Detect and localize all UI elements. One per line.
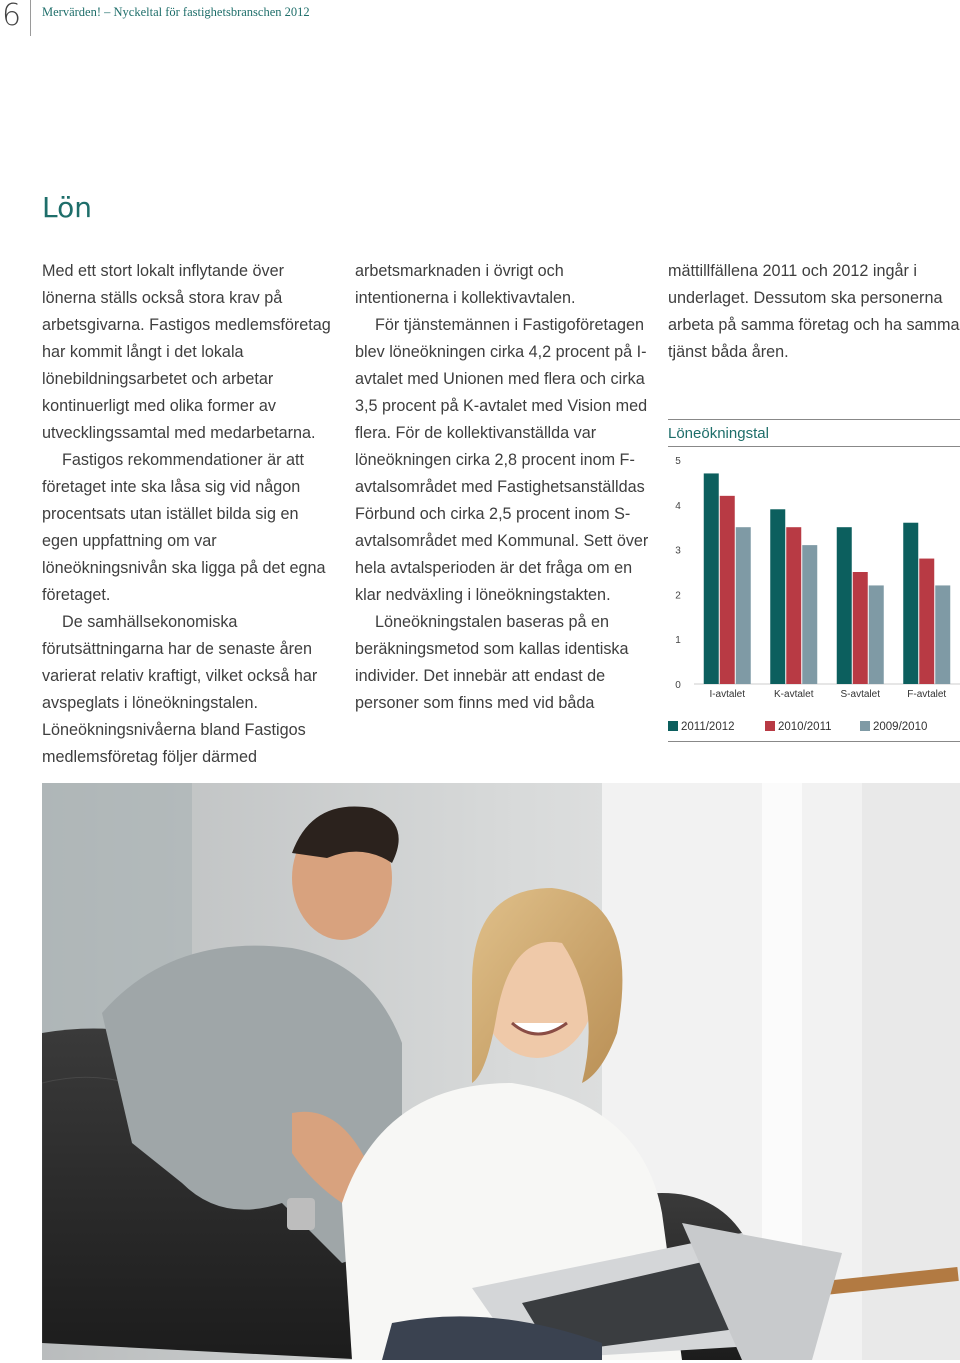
section-title: Lön: [42, 191, 92, 224]
paragraph: Löneökningstalen baseras på en beräkningsmetod som kallas identiska individer. Det innebär att endast de personer som finns med vid båda: [355, 613, 629, 712]
chart-top-rule: [668, 419, 960, 420]
x-tick-label: K-avtalet: [774, 689, 814, 700]
legend-item: [860, 721, 927, 733]
legend-swatch: [765, 721, 775, 731]
office-photo: [42, 783, 960, 1360]
bar-S-avtalet-2010/2011: [853, 572, 868, 684]
paragraph: mättillfällena 2011 och 2012 ingår i underlaget. Dessutom ska personerna arbeta på samma företag och ha samma tjänst båda åren.: [668, 262, 960, 361]
page-number: 6: [2, 0, 22, 33]
paragraph: Fastigos rekommendationer är att företaget inte ska låsa sig vid någon procentsats utan istället bilda sig en egen uppfattning om var löneökningsnivån ska ligga på det egna företaget.: [42, 451, 326, 604]
legend-swatch: [860, 721, 870, 731]
bar-F-avtalet-2009/2010: [935, 585, 950, 684]
chart-title-rule: [668, 446, 960, 447]
y-tick-label: 1: [675, 635, 681, 647]
salary-increase-chart: [668, 448, 960, 712]
y-tick-label: 0: [675, 680, 681, 691]
bar-F-avtalet-2010/2011: [919, 559, 934, 684]
running-title: Mervärden! – Nyckeltal för fastighetsbranschen 2012: [42, 5, 310, 19]
text-column-3: [668, 258, 960, 366]
legend-item: [668, 721, 735, 733]
legend-label: 2011/2012: [681, 721, 735, 733]
bar-K-avtalet-2009/2010: [802, 545, 817, 684]
y-tick-label: 4: [675, 500, 681, 512]
chart-bottom-rule: [668, 741, 960, 742]
legend-swatch: [668, 721, 678, 731]
y-tick-label: 2: [675, 590, 681, 602]
bar-F-avtalet-2011/2012: [903, 523, 918, 684]
chart-legend: [668, 721, 960, 737]
legend-label: 2010/2011: [778, 721, 832, 733]
text-column-1: [42, 258, 338, 771]
paragraph: De samhällsekonomiska förutsättningarna har de senaste åren varierat relativ kraftigt, vilket också har avspeglats i löneökningstalen. Löneökningsnivåerna bland Fastigos medlemsföretag följer därmed: [42, 613, 318, 766]
bar-I-avtalet-2009/2010: [736, 527, 751, 684]
legend-label: 2009/2010: [873, 721, 928, 733]
chart-title: Löneökningstal: [668, 425, 769, 442]
y-tick-label: 3: [675, 545, 681, 557]
y-tick-label: 5: [675, 456, 681, 467]
x-tick-label: F-avtalet: [907, 689, 947, 700]
bar-I-avtalet-2010/2011: [720, 496, 735, 684]
bar-K-avtalet-2010/2011: [786, 527, 801, 684]
bar-I-avtalet-2011/2012: [704, 473, 719, 684]
paragraph: För tjänstemännen i Fastigoföretagen blev löneökningen cirka 4,2 procent på I-avtalet med Unionen med flera och cirka 3,5 procent på K-avtalet med Vision med flera. För de kollektivanställda var löneökningen cirka 2,8 procent inom F-avtalsområdet med Fastighetsanställdas Förbund och cirka 2,5 procent inom S-avtalsområdet med Kommunal. Sett över hela avtalsperioden är det fråga om en klar nedväxling i löneökningstakten.: [355, 316, 649, 604]
bar-S-avtalet-2009/2010: [869, 585, 884, 684]
x-tick-label: I-avtalet: [709, 689, 746, 700]
text-column-2: [355, 258, 653, 717]
paragraph: Med ett stort lokalt inflytande över lönerna ställs också stora krav på arbetsgivarna. Fastigos medlemsföretag har kommit långt i det lokala lönebildningsarbetet och arbetar kontinuerligt med olika former av utvecklingssamtal med medarbetarna.: [42, 262, 331, 442]
bar-S-avtalet-2011/2012: [837, 527, 852, 684]
x-tick-label: S-avtalet: [840, 689, 880, 700]
header-divider: [30, 0, 31, 36]
legend-item: [765, 721, 832, 733]
bar-K-avtalet-2011/2012: [770, 509, 785, 684]
paragraph: arbetsmarknaden i övrigt och intentionerna i kollektivavtalen.: [355, 262, 576, 307]
